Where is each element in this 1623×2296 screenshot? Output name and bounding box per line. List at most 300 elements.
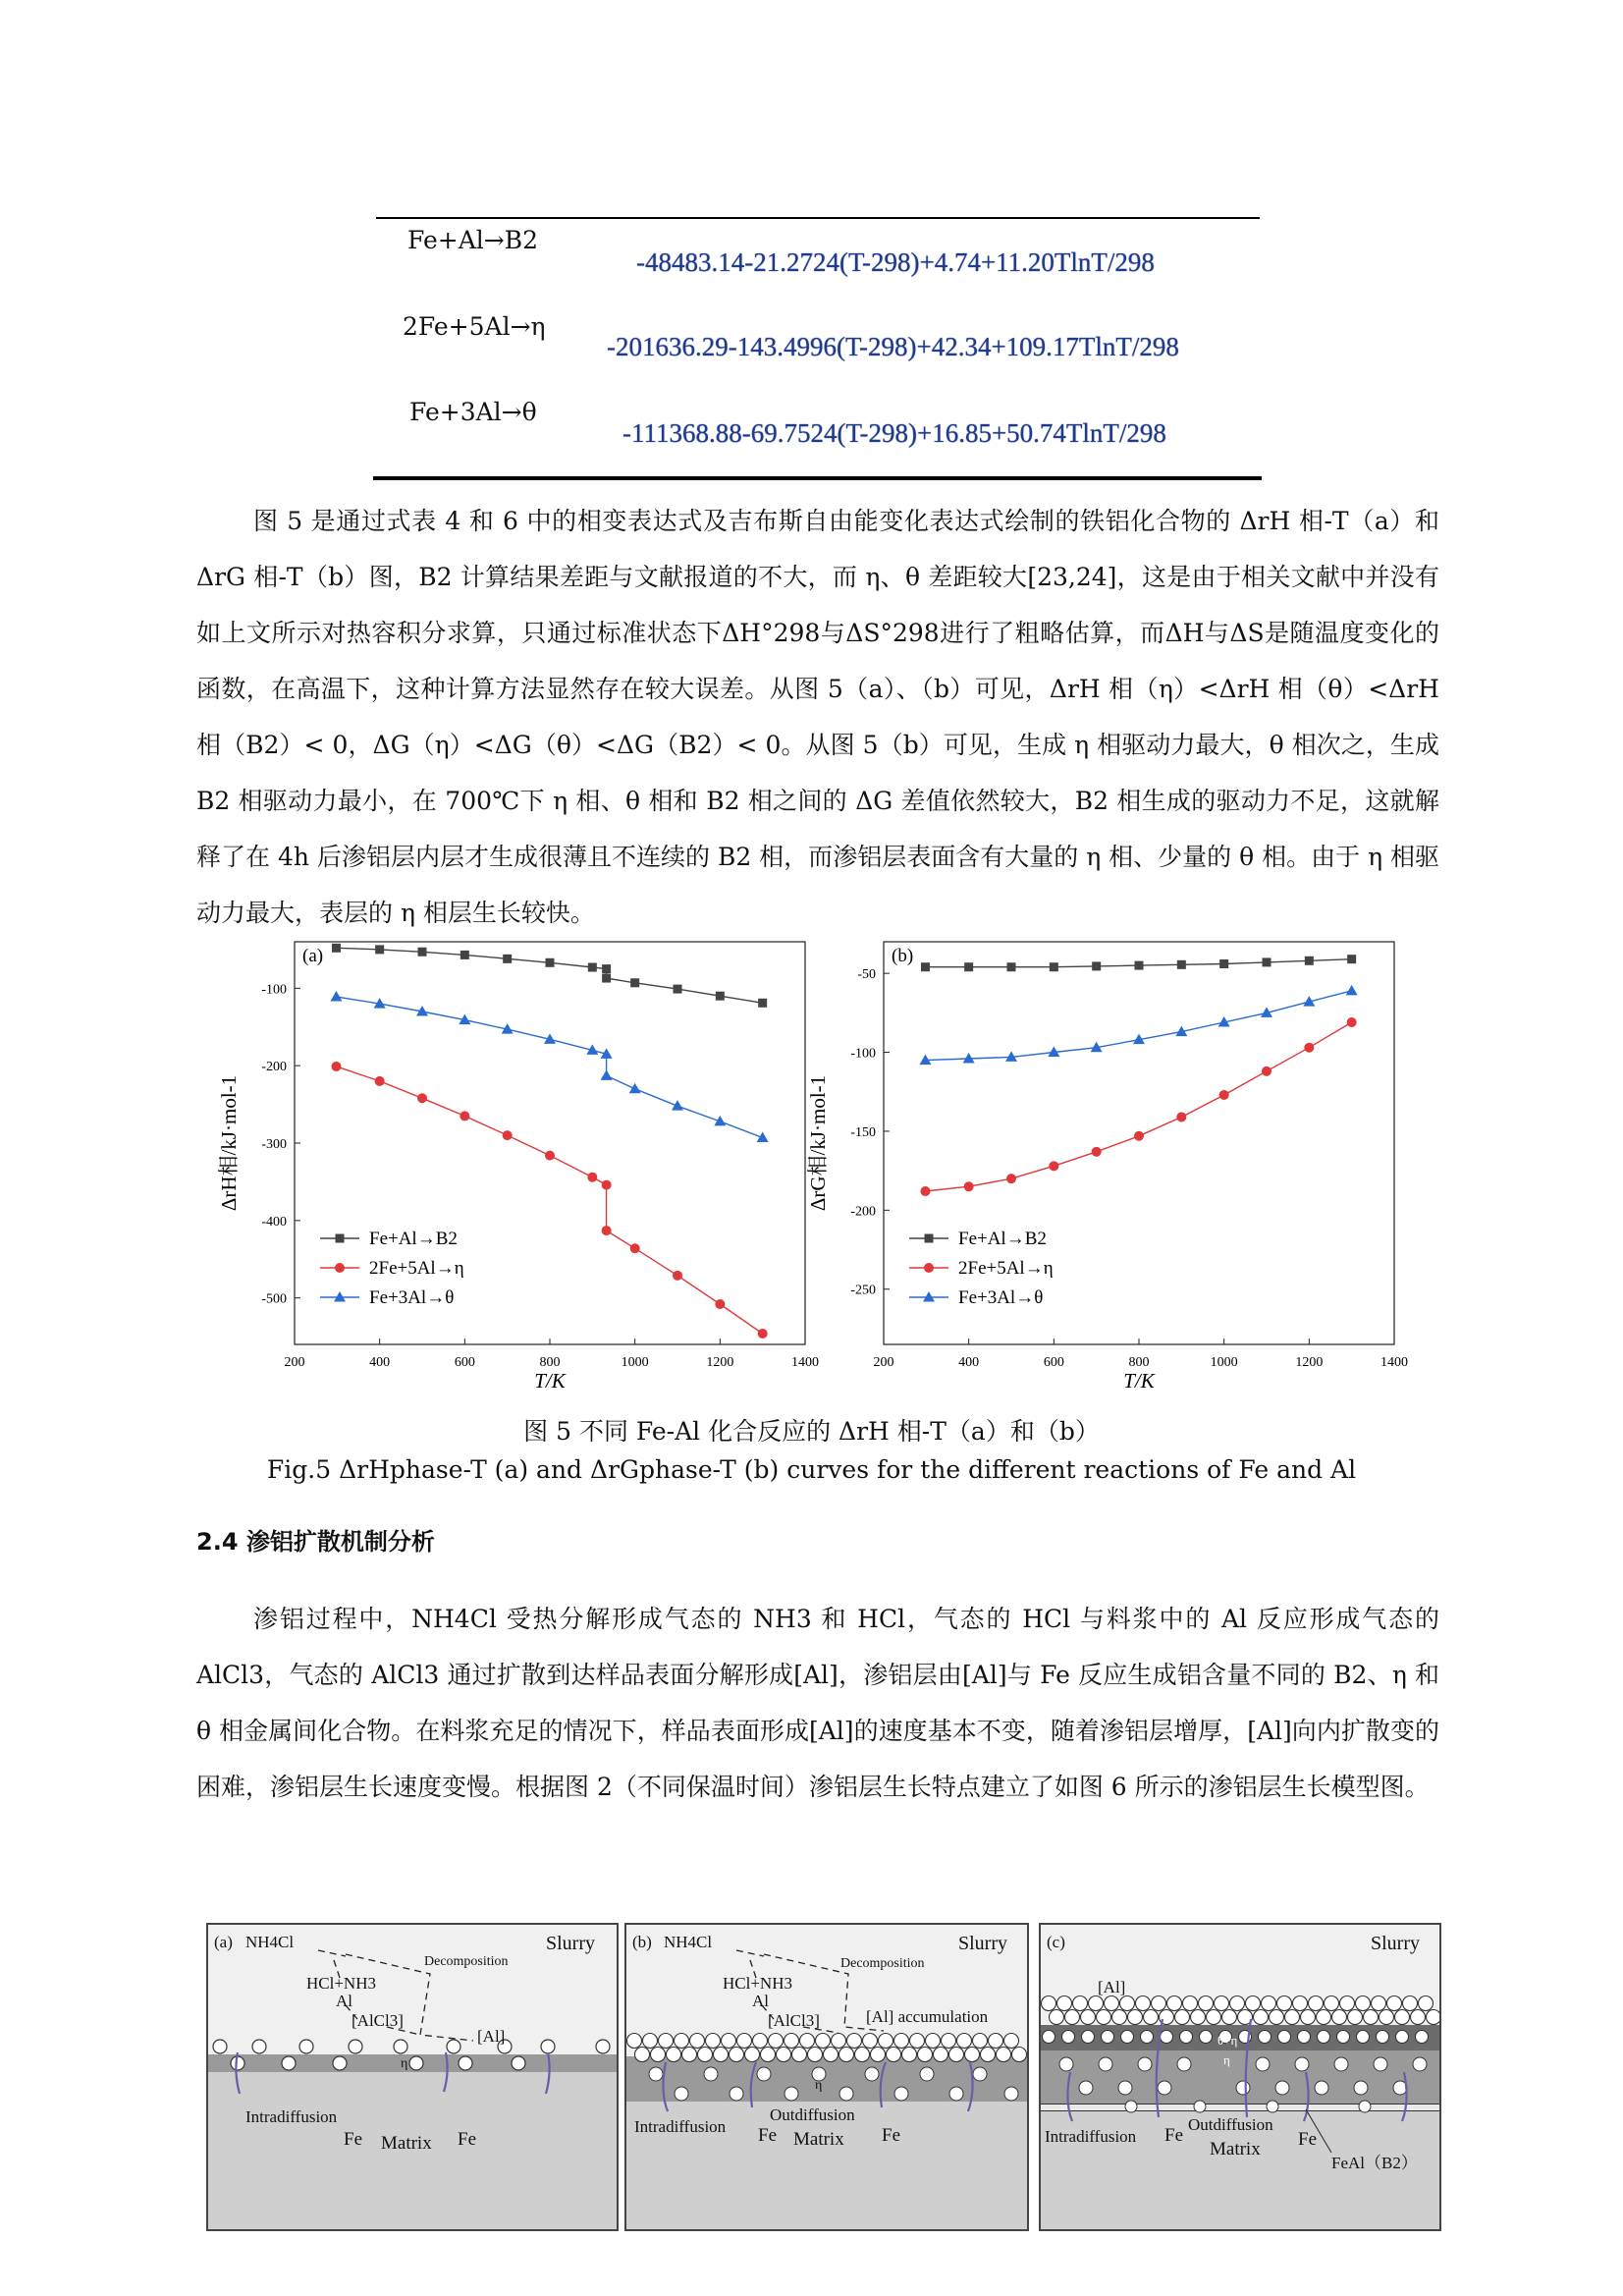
al-atom-circle <box>1128 2010 1143 2025</box>
diffusion-arrow <box>968 2062 973 2111</box>
al-atom-circle <box>1112 2010 1127 2025</box>
diffusion-arrow <box>1402 2072 1407 2121</box>
y-tick-label: -200 <box>261 1060 287 1075</box>
panel-c-al-atom: [Al] <box>1098 1978 1126 1996</box>
data-point <box>460 951 469 959</box>
data-point <box>629 1083 641 1094</box>
al-atom-circle <box>910 2034 925 2049</box>
al-atom-circle <box>1161 2031 1173 2044</box>
al-atom-circle <box>1380 2010 1394 2025</box>
data-point <box>1006 1174 1016 1183</box>
data-point <box>332 944 341 953</box>
al-atom-circle <box>753 2034 768 2049</box>
al-atom-circle <box>1177 2057 1191 2071</box>
panel-a-intradiffusion: Intradiffusion <box>245 2107 338 2126</box>
al-atom-circle <box>643 2034 658 2049</box>
chart-a-svg <box>201 940 820 1392</box>
data-point <box>602 1180 612 1190</box>
legend-label: 2Fe+5Al→η <box>369 1258 464 1279</box>
al-atom-circle <box>1275 2081 1289 2095</box>
al-atom-circle <box>1411 2010 1426 2025</box>
table-bottom-rule <box>373 476 1262 480</box>
x-axis-label: T/K <box>1123 1369 1155 1392</box>
al-atom-circle <box>887 2048 901 2062</box>
panel-label: (a) <box>302 946 324 966</box>
series-line <box>337 948 763 1003</box>
al-atom-circle <box>1215 1996 1229 2011</box>
al-atom-circle <box>957 2034 972 2049</box>
al-atom-circle <box>792 2048 807 2062</box>
legend-marker <box>334 1291 346 1302</box>
al-atom-circle <box>1042 1996 1056 2011</box>
legend-label: Fe+3Al→θ <box>369 1287 455 1308</box>
data-point <box>1007 962 1016 971</box>
al-atom-circle <box>800 2034 815 2049</box>
al-atom-circle <box>1372 1996 1386 2011</box>
al-atom-circle <box>1138 2057 1152 2071</box>
al-atom-circle <box>1097 2010 1111 2025</box>
al-atom-circle <box>635 2048 650 2062</box>
diffusion-arrow <box>1304 2072 1309 2121</box>
panel-c-tag: (c) <box>1047 1933 1065 1951</box>
data-point <box>1092 961 1101 970</box>
al-atom-circle <box>863 2034 878 2049</box>
al-atom-circle <box>1062 2031 1075 2044</box>
x-tick-label: 1200 <box>1295 1355 1324 1370</box>
legend-label: Fe+Al→B2 <box>958 1229 1047 1249</box>
panel-c-intradiffusion: Intradiffusion <box>1045 2127 1137 2146</box>
al-atom-circle <box>682 2048 697 2062</box>
al-atom-circle <box>1136 1996 1151 2011</box>
al-atom-circle <box>1337 2031 1350 2044</box>
data-point <box>587 1173 597 1182</box>
al-atom-circle <box>1396 2031 1409 2044</box>
al-atom-circle <box>675 2034 689 2049</box>
y-tick-label: -300 <box>261 1137 287 1152</box>
al-atom-circle <box>1004 2034 1019 2049</box>
x-tick-label: 800 <box>1128 1355 1150 1370</box>
legend-label: Fe+Al→B2 <box>369 1229 458 1249</box>
legend-marker <box>925 1234 934 1243</box>
panel-a-matrix: Matrix <box>381 2133 432 2154</box>
data-point <box>630 978 639 987</box>
al-atom-circle <box>1004 2087 1018 2101</box>
panel-b-slurry: Slurry <box>958 1933 1007 1954</box>
y-tick-label: -400 <box>261 1214 287 1230</box>
data-point <box>674 985 682 994</box>
al-atom-circle <box>667 2048 681 2062</box>
al-atom-circle <box>1298 2031 1311 2044</box>
al-atom-circle <box>981 2048 996 2062</box>
al-atom-circle <box>784 2034 799 2049</box>
al-atom-circle <box>706 2034 721 2049</box>
al-atom-circle <box>651 2048 666 2062</box>
table-reaction-2: 2Fe+5Al→η <box>403 312 546 341</box>
al-atom-circle <box>1167 1996 1182 2011</box>
al-atom-circle <box>926 2034 941 2049</box>
table-reaction-3: Fe+3Al→θ <box>409 398 537 426</box>
al-atom-circle <box>1079 2081 1093 2095</box>
panel-c-feal: FeAl（B2） <box>1331 2154 1418 2172</box>
al-atom-circle <box>1121 2031 1134 2044</box>
al-atom-circle <box>1194 2101 1206 2112</box>
al-atom-circle <box>918 2048 933 2062</box>
al-atom-circle <box>1315 2081 1328 2095</box>
diagram-panel-b <box>624 1923 1029 2231</box>
legend-marker <box>923 1291 935 1302</box>
data-point <box>546 958 555 967</box>
al-atom-circle <box>1102 2031 1114 2044</box>
al-atom-circle <box>1395 2010 1410 2025</box>
panel-c-slurry: Slurry <box>1371 1933 1420 1954</box>
al-atom-circle <box>1377 2031 1389 2044</box>
al-atom-circle <box>1082 2031 1095 2044</box>
x-tick-label: 1400 <box>1380 1355 1408 1370</box>
al-atom-circle <box>894 2034 909 2049</box>
data-point <box>1135 961 1144 970</box>
al-atom-circle <box>1419 1996 1434 2011</box>
data-point <box>1219 959 1228 968</box>
data-point <box>1050 962 1058 971</box>
al-atom-circle <box>973 2034 988 2049</box>
al-atom-circle <box>1348 2010 1363 2025</box>
y-tick-label: -200 <box>850 1204 876 1220</box>
paragraph-2-text: 渗铝过程中，NH4Cl 受热分解形成气态的 NH3 和 HCl，气态的 HCl 与料浆中的 Al 反应形成气态的 AlCl3，气态的 AlCl3 通过扩散到达样品表面分解形成[Al]，渗铝层由[Al]与 Fe 反应生成铝含量不同的 B2、η 和 θ 相金属间化合物。在料浆充足的情况下，样品表面形成[Al]的速度基本不变，随着渗铝层增厚，[Al]向内扩散变的困难，渗铝层生长速度变慢。根据图 2（不同保温时间）渗铝层生长特点建立了如图 6 所示的渗铝层生长模型图。 <box>196 1605 1439 1801</box>
section-heading <box>196 1522 435 1557</box>
al-atom-circle <box>1105 1996 1119 2011</box>
data-point <box>331 1062 341 1071</box>
panel-label: (b) <box>892 946 914 966</box>
panel-c-matrix: Matrix <box>1210 2139 1261 2159</box>
al-atom-circle <box>777 2048 791 2062</box>
x-tick-label: 1000 <box>621 1355 649 1370</box>
al-atom-circle <box>1364 2010 1379 2025</box>
al-atom-circle <box>1359 2101 1371 2112</box>
diagram-a-svg <box>208 1925 617 2229</box>
data-point <box>503 955 512 963</box>
al-atom-circle <box>1236 2081 1250 2095</box>
al-atom-circle <box>1270 2010 1284 2025</box>
al-atom-circle <box>832 2034 846 2049</box>
al-atom-circle <box>1099 2057 1112 2071</box>
al-atom-circle <box>1120 1996 1135 2011</box>
data-point <box>1176 1112 1186 1121</box>
data-point <box>673 1271 682 1281</box>
series-line <box>337 997 763 1138</box>
panel-a-hcl-nh3: HCl+NH3 <box>306 1974 376 1993</box>
al-atom-circle <box>1059 2057 1073 2071</box>
data-point <box>503 1130 513 1140</box>
panel-b-fe-left: Fe <box>758 2125 777 2146</box>
data-point <box>545 1151 555 1161</box>
al-atom-circle <box>855 2048 870 2062</box>
al-atom-circle <box>1175 2010 1190 2025</box>
al-atom-circle <box>757 2067 771 2081</box>
al-atom-circle <box>649 2067 663 2081</box>
panel-b-hcl-nh3: HCl+NH3 <box>723 1974 792 1993</box>
x-tick-label: 200 <box>284 1355 305 1370</box>
diffusion-arrow <box>1067 2072 1072 2121</box>
al-atom-circle <box>1200 2031 1213 2044</box>
data-point <box>602 1226 612 1235</box>
data-point <box>920 1186 930 1196</box>
decomposition-arrow <box>736 1950 764 1956</box>
al-atom-circle <box>989 2034 1003 2049</box>
diagram-b-svg <box>626 1925 1027 2229</box>
al-atom-circle <box>1089 1996 1104 2011</box>
al-atom-circle <box>934 2048 948 2062</box>
data-point <box>1346 985 1358 996</box>
chart-b-svg <box>790 940 1409 1392</box>
panel-a-al-atom: [Al] <box>477 2027 506 2046</box>
al-atom-circle <box>1309 1996 1324 2011</box>
data-point <box>1134 1131 1144 1141</box>
plot-frame <box>884 942 1394 1344</box>
panel-b-eta: η <box>815 2078 823 2093</box>
al-atom-circle <box>690 2034 705 2049</box>
x-tick-label: 600 <box>1043 1355 1064 1370</box>
al-atom-circle <box>1356 1996 1371 2011</box>
al-atom-circle <box>1191 2010 1206 2025</box>
data-point <box>758 1329 768 1339</box>
chart-panel-a <box>201 940 820 1392</box>
panel-b-nh4cl: NH4Cl <box>664 1933 713 1951</box>
data-point <box>758 999 767 1008</box>
al-atom-circle <box>839 2048 854 2062</box>
x-tick-label: 400 <box>369 1355 391 1370</box>
x-axis-label: T/K <box>534 1369 566 1392</box>
diffusion-arrow <box>751 2062 756 2107</box>
legend-marker <box>924 1263 934 1273</box>
al-atom-circle <box>816 2034 831 2049</box>
panel-b-accumulation: [Al] accumulation <box>866 2007 989 2026</box>
al-atom-circle <box>730 2048 744 2062</box>
data-point <box>330 991 342 1002</box>
al-atom-circle <box>1317 2010 1331 2025</box>
panel-b-alcl3: [AlCl3] <box>768 2011 820 2030</box>
y-tick-label: -100 <box>850 1046 876 1062</box>
data-point <box>715 1299 725 1309</box>
al-atom-circle <box>1207 2010 1221 2025</box>
al-atom-circle <box>1416 2031 1429 2044</box>
chart-panel-b <box>790 940 1409 1392</box>
data-point <box>757 1131 769 1142</box>
al-atom-circle <box>1246 1996 1261 2011</box>
data-point <box>1262 1066 1271 1076</box>
al-atom-circle <box>1222 2010 1237 2025</box>
data-point <box>1305 957 1314 965</box>
legend-label: Fe+3Al→θ <box>958 1287 1044 1308</box>
panel-c-theta-eta: θ+η <box>1217 2033 1238 2048</box>
al-atom-circle <box>1180 2031 1193 2044</box>
data-point <box>1347 955 1356 963</box>
al-atom-circle <box>1278 2031 1291 2044</box>
panel-a-slurry: Slurry <box>546 1933 595 1954</box>
data-point <box>588 963 597 972</box>
body-paragraph-2 <box>196 1591 1439 1815</box>
y-tick-label: -50 <box>857 967 876 983</box>
series-line <box>926 991 1352 1061</box>
data-point <box>460 1111 469 1121</box>
panel-a-tag: (a) <box>214 1933 233 1951</box>
al-atom-circle <box>1325 1996 1339 2011</box>
data-point <box>716 992 725 1001</box>
table-top-rule <box>376 217 1260 219</box>
data-point <box>602 974 611 983</box>
y-axis-label: ΔrG相/kJ·mol-1 <box>806 1074 830 1212</box>
al-atom-circle <box>839 2087 853 2101</box>
figure-5-caption-cn: 图 5 不同 Fe-Al 化合反应的 ΔrH 相-T（a）和（b） <box>523 1417 1100 1446</box>
panel-a-fe-left: Fe <box>344 2129 362 2150</box>
data-point <box>672 1100 683 1111</box>
data-point <box>1219 1090 1229 1100</box>
data-point <box>1347 1017 1357 1027</box>
al-atom-circle <box>824 2048 839 2062</box>
al-atom-circle <box>761 2048 776 2062</box>
al-atom-circle <box>730 2087 743 2101</box>
data-point <box>417 1093 427 1103</box>
al-atom-circle <box>1332 2010 1347 2025</box>
al-atom-circle <box>942 2034 956 2049</box>
data-point <box>1304 1043 1314 1053</box>
al-atom-circle <box>1065 2010 1080 2025</box>
al-atom-circle <box>1427 2010 1440 2025</box>
al-atom-circle <box>949 2048 964 2062</box>
al-atom-circle <box>1318 2031 1330 2044</box>
data-point <box>602 964 611 973</box>
panel-a-al: Al <box>336 1992 352 2010</box>
table-formula-2: -201636.29-143.4996(T-298)+42.34+109.17TlnT/298 <box>607 332 1179 361</box>
panel-c-fe-left: Fe <box>1164 2125 1183 2146</box>
al-atom-circle <box>1285 2010 1300 2025</box>
al-atom-circle <box>1357 2031 1370 2044</box>
al-atom-circle <box>1125 2101 1137 2112</box>
y-tick-label: -250 <box>850 1283 876 1298</box>
y-tick-label: -150 <box>850 1124 876 1140</box>
al-atom-circle <box>627 2034 642 2049</box>
al-atom-circle <box>1301 2010 1316 2025</box>
al-atom-circle <box>698 2048 713 2062</box>
panel-b-al: Al <box>752 1992 769 2010</box>
data-point <box>418 948 427 957</box>
al-atom-circle <box>847 2034 862 2049</box>
al-atom-circle <box>1293 1996 1308 2011</box>
al-atom-circle <box>1073 1996 1088 2011</box>
data-point <box>1092 1147 1102 1157</box>
panel-b-intradiffusion: Intradiffusion <box>634 2117 727 2136</box>
al-atom-circle <box>920 2067 934 2081</box>
al-atom-circle <box>1057 1996 1072 2011</box>
al-atom-circle <box>808 2048 823 2062</box>
x-tick-label: 400 <box>958 1355 980 1370</box>
y-tick-label: -500 <box>261 1291 287 1307</box>
al-atom-circle <box>1230 1996 1245 2011</box>
y-tick-label: -100 <box>261 982 287 998</box>
al-atom-circle <box>1295 2057 1309 2071</box>
panel-b-matrix: Matrix <box>793 2129 844 2150</box>
panel-c-outdiffusion: Outdiffusion <box>1188 2115 1273 2134</box>
table-reaction-1: Fe+Al→B2 <box>407 226 538 254</box>
table-formula-3: -111368.88-69.7524(T-298)+16.85+50.74TlnT/298 <box>622 418 1166 448</box>
data-point <box>1177 960 1186 969</box>
data-point <box>921 962 930 971</box>
panel-a-decomposition: Decomposition <box>424 1954 509 1969</box>
panel-a-nh4cl: NH4Cl <box>245 1933 295 1951</box>
panel-c-eta: η <box>1223 2052 1230 2067</box>
legend-marker <box>335 1263 345 1273</box>
diagram-c-svg <box>1041 1925 1439 2229</box>
data-point <box>964 962 973 971</box>
al-atom-circle <box>1152 1996 1166 2011</box>
al-atom-circle <box>745 2048 760 2062</box>
x-tick-label: 1200 <box>706 1355 734 1370</box>
al-atom-circle <box>1050 2010 1064 2025</box>
x-tick-label: 800 <box>539 1355 561 1370</box>
figure-5-caption-en: Fig.5 ΔrHphase-T (a) and ΔrGphase-T (b) curves for the different reactions of Fe and Al <box>266 1455 1357 1484</box>
diffusion-arrow <box>881 2062 886 2107</box>
al-atom-circle <box>1340 1996 1355 2011</box>
al-atom-circle <box>1081 2010 1096 2025</box>
al-atom-circle <box>965 2048 980 2062</box>
al-atom-circle <box>1183 1996 1198 2011</box>
panel-b-decomposition: Decomposition <box>840 1956 925 1971</box>
legend-label: 2Fe+5Al→η <box>958 1258 1054 1279</box>
data-point <box>1263 957 1271 966</box>
al-atom-circle <box>722 2034 736 2049</box>
al-atom-circle <box>1012 2048 1027 2062</box>
al-atom-circle <box>737 2034 752 2049</box>
panel-a-fe-right: Fe <box>458 2129 476 2150</box>
diffusion-arrow <box>663 2062 668 2111</box>
al-atom-circle <box>1354 2081 1368 2095</box>
x-tick-label: 600 <box>454 1355 475 1370</box>
table-formula-1: -48483.14-21.2724(T-298)+4.74+11.20TlnT/298 <box>636 247 1155 277</box>
section-number: 2.4 <box>196 1528 239 1556</box>
al-atom-circle <box>1262 1996 1276 2011</box>
section-title: 渗铝扩散机制分析 <box>245 1528 435 1556</box>
panel-b-fe-right: Fe <box>882 2125 900 2146</box>
series-line <box>926 1022 1352 1191</box>
data-point <box>375 1076 385 1086</box>
data-point <box>601 1069 613 1080</box>
al-atom-circle <box>879 2034 893 2049</box>
al-atom-circle <box>997 2048 1011 2062</box>
al-atom-circle <box>704 2067 718 2081</box>
al-atom-circle <box>659 2034 674 2049</box>
al-atom-circle <box>894 2087 908 2101</box>
data-point <box>964 1181 974 1191</box>
legend-marker <box>336 1234 345 1243</box>
al-atom-circle <box>902 2048 917 2062</box>
body-paragraph-1 <box>196 493 1439 941</box>
al-atom-circle <box>1256 2057 1270 2071</box>
panel-b-tag: (b) <box>632 1933 652 1951</box>
paragraph-1-text: 图 5 是通过式表 4 和 6 中的相变表达式及吉布斯自由能变化表达式绘制的铁铝化合物的 ΔrH 相-T（a）和 ΔrG 相-T（b）图，B2 计算结果差距与文献报道的不大，而 η、θ 差距较大[23,24]，这是由于相关文献中并没有如上文所示对热容积分求算，只通过标准状态下ΔH°298与ΔS°298进行了粗略估算，而ΔH与ΔS是随温度变化的函数，在高温下，这种计算方法显然存在较大误差。从图 5（a）、（b）可见，ΔrH 相（η）<ΔrH 相（θ）<ΔrH 相（B2）< 0，ΔG（η）<ΔG（θ）<ΔG（B2）< 0。从图 5（b）可见，生成 η 相驱动力最大，θ 相次之，生成 B2 相驱动力最小，在 700℃下 η 相、θ 相和 B2 相之间的 ΔG 差值依然较大，B2 相生成的驱动力不足，这就解释了在 4h 后渗铝层内层才生成很薄且不连续的 B2 相，而渗铝层表面含有大量的 η 相、少量的 θ 相。由于 η 相驱动力最大，表层的 η 相层生长较快。 <box>196 507 1439 927</box>
panel-a-alcl3: [AlCl3] <box>352 2011 404 2030</box>
al-atom-circle <box>1334 2057 1348 2071</box>
al-atom-circle <box>714 2048 729 2062</box>
al-atom-circle <box>1259 2031 1271 2044</box>
al-atom-circle <box>871 2048 886 2062</box>
x-tick-label: 200 <box>873 1355 894 1370</box>
al-atom-circle <box>1144 2010 1159 2025</box>
al-atom-circle <box>1118 2081 1132 2095</box>
al-atom-circle <box>769 2034 784 2049</box>
al-atom-circle <box>1413 2057 1427 2071</box>
al-atom-circle <box>865 2067 879 2081</box>
al-atom-circle <box>949 2087 963 2101</box>
data-point <box>1049 1161 1058 1171</box>
